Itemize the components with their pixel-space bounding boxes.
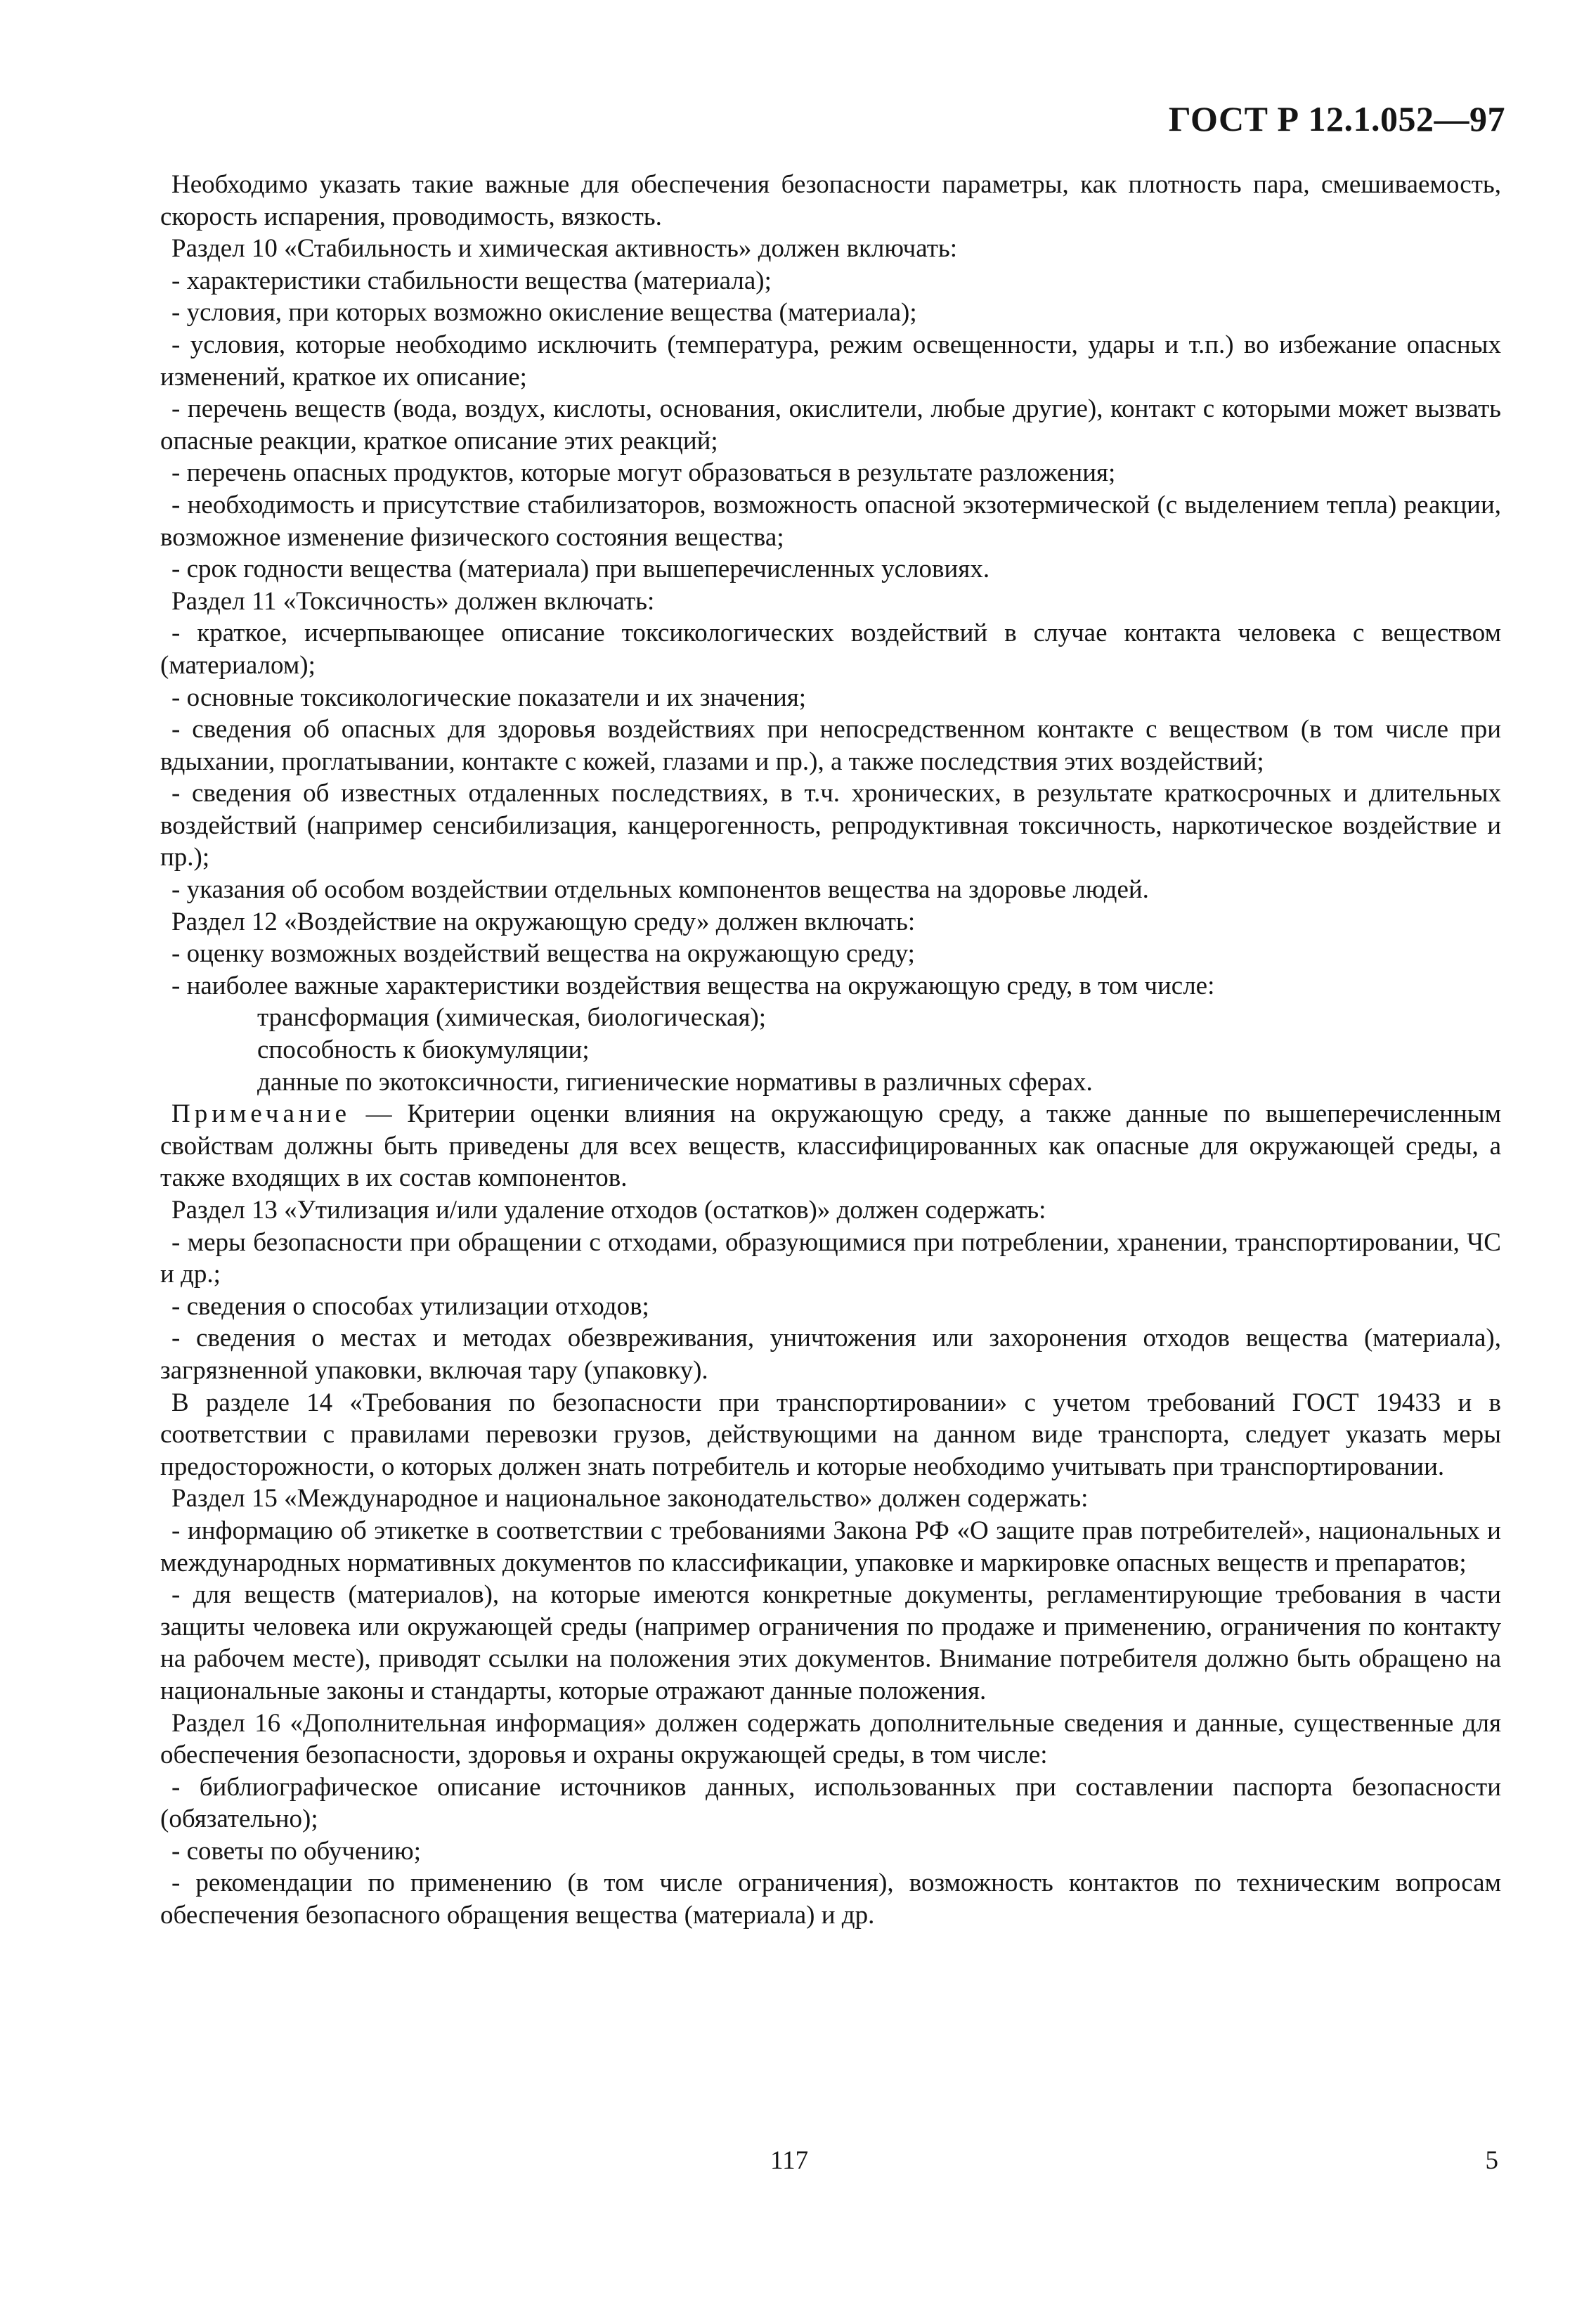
paragraph: Раздел 10 «Стабильность и химическая активность» должен включать: (171, 234, 958, 264)
page-number: 5 (1485, 2146, 1498, 2175)
list-item: - условия, при которых возможно окисление вещества (материала); (171, 298, 917, 328)
paragraph: Раздел 13 «Утилизация и/или удаление отходов (остатков)» должен содержать: (171, 1196, 1046, 1225)
paragraph: Раздел 11 «Токсичность» должен включать: (171, 586, 655, 616)
list-item: - перечень веществ (вода, воздух, кислоты, основания, окислители, любые другие), контакт с которыми может вызвать опасные реакции, краткое описание этих реакций; (160, 394, 1501, 456)
list-item: - сведения о способах утилизации отходов; (171, 1291, 649, 1321)
list-item: - основные токсикологические показатели и их значения; (171, 683, 807, 712)
note-paragraph (160, 1098, 1501, 1194)
sub-list-item: способность к биокумуляции; (257, 1035, 590, 1065)
list-item: - перечень опасных продуктов, которые могут образоваться в результате разложения; (171, 458, 1116, 488)
list-item: - условия, которые необходимо исключить (температура, режим освещенности, удары и т.п.) во избежание опасных изменений, краткое их описание; (160, 330, 1501, 392)
collection-page-number: 117 (770, 2146, 809, 2175)
paragraph: Раздел 16 «Дополнительная информация» должен содержать дополнительные сведения и данные, существенные для обеспечения безопасности, здоровья и охраны окружающей среды, в том числе: (160, 1708, 1501, 1770)
sub-list-item: трансформация (химическая, биологическая); (257, 1003, 767, 1033)
document-body (160, 169, 1501, 1932)
list-item: - для веществ (материалов), на которые имеются конкретные документы, регламентирующие требования в части защиты человека или окружающей среды (например ограничения по продаже и применению, ограничения по контакту на рабочем месте), приводят ссылки на положения этих документов. Внимание потребителя должно быть обращено на национальные законы и стандарты, которые отражают данные положения. (160, 1580, 1501, 1705)
list-item: - меры безопасности при обращении с отходами, образующимися при потреблении, хранении, транспортировании, ЧС и др.; (160, 1227, 1501, 1289)
list-item: - сведения об известных отдаленных последствиях, в т.ч. хронических, в результате краткосрочных и длительных воздействий (например сенсибилизация, канцерогенность, репродуктивная токсичность, наркотическое воздействие и пр.); (160, 779, 1501, 872)
list-item: - сведения о местах и методах обезвреживания, уничтожения или захоронения отходов вещества (материала), загрязненной упаковки, включая тару (упаковку). (160, 1324, 1501, 1385)
list-item: - краткое, исчерпывающее описание токсикологических воздействий в случае контакта человека с веществом (материалом); (160, 619, 1501, 680)
list-item: - необходимость и присутствие стабилизаторов, возможность опасной экзотермической (с выделением тепла) реакции, возможное изменение физического состояния вещества; (160, 490, 1501, 552)
list-item: - указания об особом воздействии отдельных компонентов вещества на здоровье людей. (171, 875, 1149, 905)
list-item: - рекомендации по применению (в том числе ограничения), возможность контактов по техническим вопросам обеспечения безопасного обращения вещества (материала) и др. (160, 1868, 1501, 1930)
standard-code-header: ГОСТ Р 12.1.052—97 (1168, 99, 1505, 138)
paragraph: Раздел 12 «Воздействие на окружающую среду» должен включать: (171, 907, 916, 936)
list-item: - срок годности вещества (материала) при вышеперечисленных условиях. (171, 555, 990, 584)
list-item: - библиографическое описание источников данных, использованных при составлении паспорта безопасности (обязательно); (160, 1772, 1501, 1834)
note-text: — Критерии оценки влияния на окружающую среду, а также данные по вышеперечисленным свойствам должны быть приведены для всех веществ, классифицированных как опасные для окружающей среды, а также входящих в их состав компонентов. (160, 1099, 1501, 1193)
sub-list-item: данные по экотоксичности, гигиенические нормативы в различных сферах. (257, 1067, 1093, 1097)
note-label: Примечание (171, 1099, 351, 1129)
list-item: - наиболее важные характеристики воздействия вещества на окружающую среду, в том числе: (171, 971, 1215, 1000)
list-item: - советы по обучению; (171, 1836, 421, 1866)
paragraph: Необходимо указать такие важные для обеспечения безопасности параметры, как плотность пара, смешиваемость, скорость испарения, проводимость, вязкость. (160, 170, 1501, 231)
list-item: - сведения об опасных для здоровья воздействиях при непосредственном контакте с веществом (в том числе при вдыхании, проглатывании, контакте с кожей, глазами и пр.), а также последствия этих воздействий; (160, 715, 1501, 776)
paragraph: В разделе 14 «Требования по безопасности при транспортировании» с учетом требований ГОСТ 19433 и в соответствии с правилами перевозки грузов, действующими на данном виде транспорта, следует указать меры предосторожности, о которых должен знать потребитель и которые необходимо учитывать при транспортировании. (160, 1388, 1501, 1481)
paragraph: Раздел 15 «Международное и национальное законодательство» должен содержать: (171, 1484, 1089, 1513)
list-item: - характеристики стабильности вещества (материала); (171, 266, 772, 295)
list-item: - информацию об этикетке в соответствии с требованиями Закона РФ «О защите прав потребителей», национальных и международных нормативных документов по классификации, упаковке и маркировке опасных веществ и препаратов; (160, 1516, 1501, 1577)
list-item: - оценку возможных воздействий вещества на окружающую среду; (171, 939, 915, 969)
